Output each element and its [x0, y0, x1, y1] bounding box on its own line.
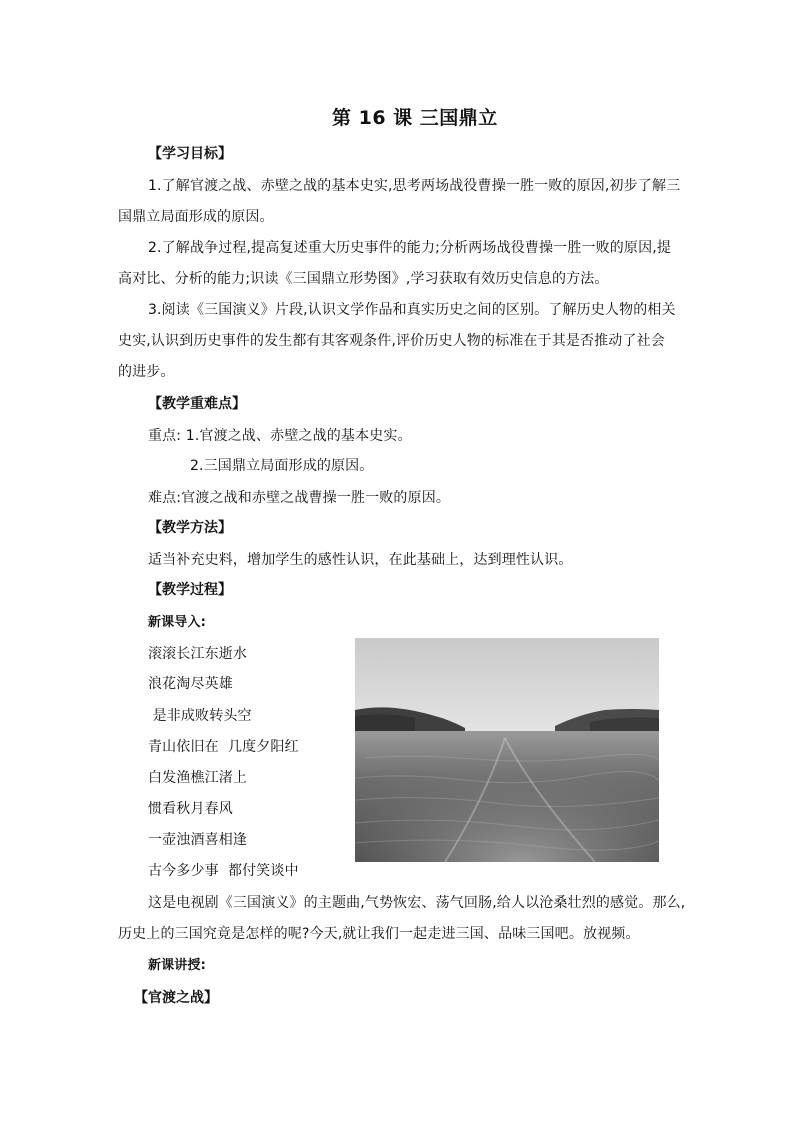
goal-2-line-1: 2.了解战争过程,提高复述重大历史事件的能力;分析两场战役曹操一胜一败的原因,提 — [148, 240, 671, 256]
intro-paragraph-line-1: 这是电视剧《三国演义》的主题曲,气势恢宏、荡气回肠,给人以沧桑壮烈的感觉。那么, — [148, 895, 686, 911]
guandu-heading: 【官渡之战】 — [134, 990, 218, 1006]
poem-line: 是非成败转头空 — [148, 708, 252, 724]
intro-label: 新课导入: — [148, 615, 206, 630]
poem-line: 白发渔樵江渚上 — [148, 770, 248, 786]
key-point-2: 2.三国鼎立局面形成的原因。 — [190, 458, 374, 474]
river-photo — [355, 638, 659, 862]
poem-line: 浪花淘尽英雄 — [148, 676, 233, 692]
difficulty-text: 难点:官渡之战和赤壁之战曹操一胜一败的原因。 — [148, 490, 451, 506]
goal-1-line-2: 国鼎立局面形成的原因。 — [118, 209, 274, 225]
goal-2-line-2: 高对比、分析的能力;识读《三国鼎立形势图》,学习获取有效历史信息的方法。 — [118, 271, 609, 287]
intro-paragraph-line-2: 历史上的三国究竟是怎样的呢?今天,就让我们一起走进三国、品味三国吧。放视频。 — [118, 926, 640, 942]
poem-line: 青山依旧在 几度夕阳红 — [148, 739, 299, 755]
poem-line: 一壶浊酒喜相逢 — [148, 832, 248, 848]
key-points-heading: 【教学重难点】 — [148, 396, 246, 412]
poem-line: 滚滚长江东逝水 — [148, 646, 248, 662]
lesson-title: 第 16 课 三国鼎立 — [332, 107, 498, 129]
poem-line: 惯看秋月春风 — [148, 801, 233, 817]
goal-1-line-1: 1.了解官渡之战、赤壁之战的基本史实,思考两场战役曹操一胜一败的原因,初步了解三 — [148, 178, 681, 194]
method-heading: 【教学方法】 — [148, 520, 232, 536]
process-heading: 【教学过程】 — [148, 582, 232, 598]
goal-3-line-3: 的进步。 — [118, 364, 175, 380]
method-text: 适当补充史料，增加学生的感性认识，在此基础上，达到理性认识。 — [148, 552, 573, 568]
goal-3-line-2: 史实,认识到历史事件的发生都有其客观条件,评价历史人物的标准在于其是否推动了社会 — [118, 333, 665, 349]
goals-heading: 【学习目标】 — [148, 146, 232, 162]
key-point-1: 重点: 1.官渡之战、赤壁之战的基本史实。 — [148, 428, 412, 444]
goal-3-line-1: 3.阅读《三国演义》片段,认识文学作品和真实历史之间的区别。了解历史人物的相关 — [148, 302, 676, 318]
lecture-label: 新课讲授: — [148, 958, 206, 973]
poem-line: 古今多少事 都付笑谈中 — [148, 863, 299, 879]
